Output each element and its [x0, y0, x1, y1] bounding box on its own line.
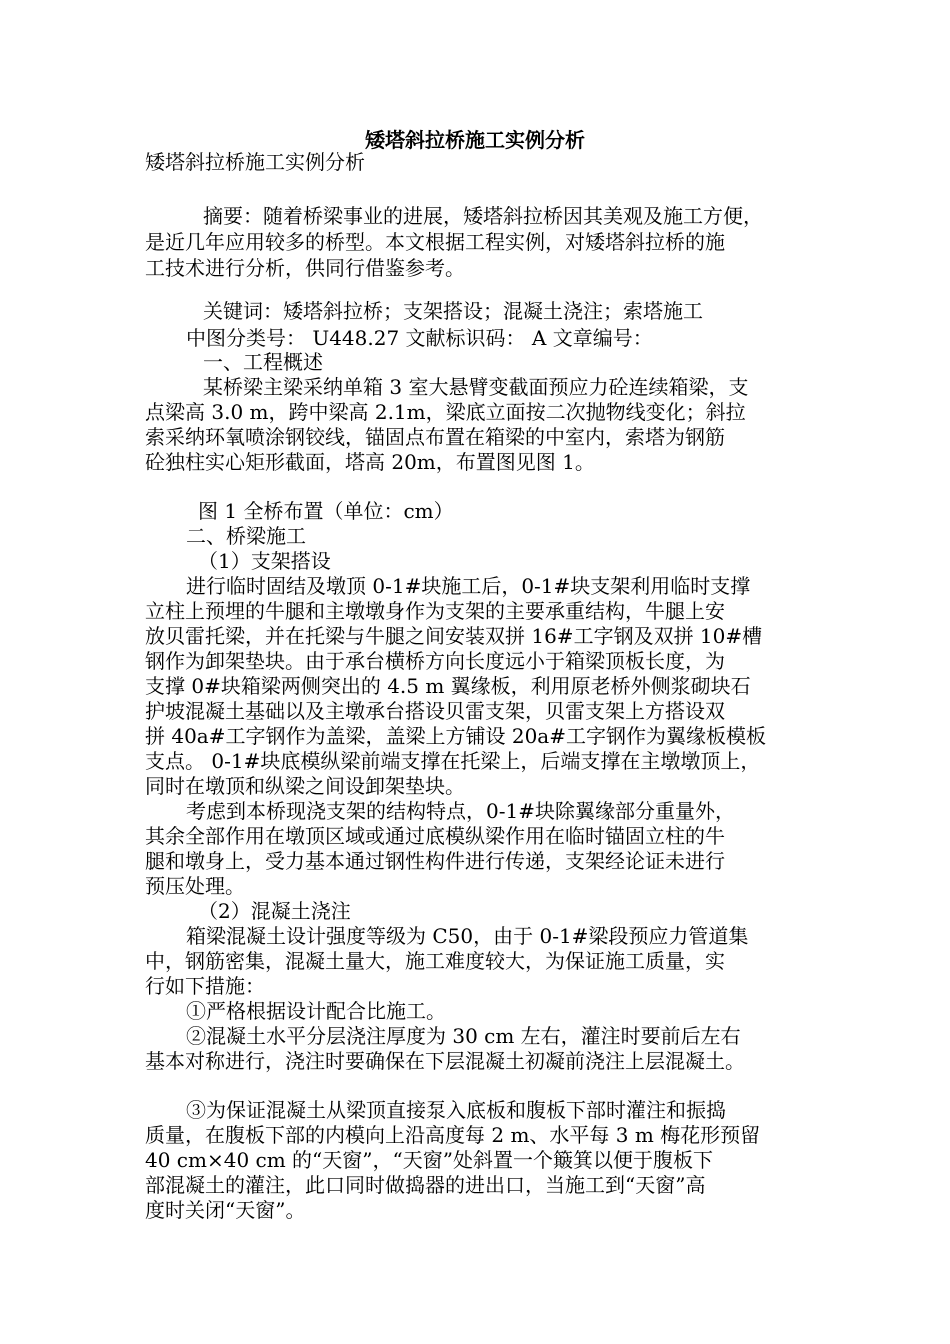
paragraph-line: 钢作为卸架垫块。由于承台横桥方向长度远小于箱梁顶板长度，为	[145, 649, 725, 673]
abstract-line: 摘要：随着桥梁事业的进展，矮塔斜拉桥因其美观及施工方便，	[203, 204, 763, 228]
paragraph-line: 护坡混凝土基础以及主墩承台搭设贝雷支架，贝雷支架上方搭设双	[145, 699, 725, 723]
keywords-line: 关键词：矮塔斜拉桥；支架搭设；混凝土浇注；索塔施工	[203, 299, 703, 323]
paragraph-line: 箱梁混凝土设计强度等级为 C50，由于 0-1#梁段预应力管道集	[186, 924, 749, 948]
paragraph-line: 考虑到本桥现浇支架的结构特点，0-1#块除翼缘部分重量外，	[186, 799, 735, 823]
paragraph-line: 部混凝土的灌注，此口同时做捣器的进出口，当施工到“天窗”高	[145, 1173, 706, 1197]
paragraph-line: ③为保证混凝土从梁顶直接泵入底板和腹板下部时灌注和振捣	[186, 1098, 726, 1122]
paragraph-line: ②混凝土水平分层浇注厚度为 30 cm 左右，灌注时要前后左右	[186, 1024, 741, 1048]
document-subtitle: 矮塔斜拉桥施工实例分析	[145, 150, 365, 174]
classification-line: 中图分类号： U448.27 文献标识码： A 文章编号：	[186, 326, 653, 350]
paragraph-line: 预压处理。	[145, 874, 245, 898]
paragraph-line: 拼 40a#工字钢作为盖梁，盖梁上方铺设 20a#工字钢作为翼缘板模板	[145, 724, 766, 748]
paragraph-line: 支点。 0-1#块底模纵梁前端支撑在托梁上，后端支撑在主墩墩顶上，	[145, 749, 761, 773]
paragraph-line: 索采纳环氧喷涂钢铰线，锚固点布置在箱梁的中室内，索塔为钢筋	[145, 425, 725, 449]
paragraph-line: 砼独柱实心矩形截面，塔高 20m，布置图见图 1。	[145, 450, 595, 474]
subsection-heading: （1）支架搭设	[198, 549, 331, 573]
paragraph-line: 40 cm×40 cm 的“天窗”，“天窗”处斜置一个簸箕以便于腹板下	[145, 1148, 713, 1172]
figure-caption: 图 1 全桥布置（单位：cm）	[198, 499, 454, 523]
paragraph-line: 度时关闭“天窗”。	[145, 1198, 306, 1222]
paragraph-line: 某桥梁主梁采纳单箱 3 室大悬臂变截面预应力砼连续箱梁，支	[203, 375, 749, 399]
paragraph-line: 同时在墩顶和纵梁之间设卸架垫块。	[145, 774, 465, 798]
paragraph-line: 行如下措施：	[145, 974, 265, 998]
paragraph-line: 中，钢筋密集，混凝土量大，施工难度较大，为保证施工质量，实	[145, 949, 725, 973]
abstract-line: 工技术进行分析，供同行借鉴参考。	[145, 256, 465, 280]
measure-item: ①严格根据设计配合比施工。	[186, 999, 446, 1023]
paragraph-line: 立柱上预埋的牛腿和主墩墩身作为支架的主要承重结构，牛腿上安	[145, 599, 725, 623]
paragraph-line: 基本对称进行，浇注时要确保在下层混凝土初凝前浇注上层混凝土。	[145, 1049, 745, 1073]
paragraph-line: 放贝雷托梁，并在托梁与牛腿之间安装双拼 16#工字钢及双拼 10#槽	[145, 624, 763, 648]
paragraph-line: 进行临时固结及墩顶 0-1#块施工后，0-1#块支架利用临时支撑	[186, 574, 751, 598]
abstract-line: 是近几年应用较多的桥型。本文根据工程实例，对矮塔斜拉桥的施	[145, 230, 725, 254]
document-title: 矮塔斜拉桥施工实例分析	[365, 128, 585, 152]
section-heading: 一、工程概述	[203, 350, 323, 374]
paragraph-line: 其余全部作用在墩顶区域或通过底模纵梁作用在临时锚固立柱的牛	[145, 824, 725, 848]
paragraph-line: 腿和墩身上，受力基本通过钢性构件进行传递，支架经论证未进行	[145, 849, 725, 873]
section-heading: 二、桥梁施工	[186, 524, 306, 548]
paragraph-line: 质量，在腹板下部的内模向上沿高度每 2 m、水平每 3 m 梅花形预留	[145, 1123, 761, 1147]
paragraph-line: 支撑 0#块箱梁两侧突出的 4.5 m 翼缘板，利用原老桥外侧浆砌块石	[145, 674, 751, 698]
paragraph-line: 点梁高 3.0 m，跨中梁高 2.1m，梁底立面按二次抛物线变化；斜拉	[145, 400, 746, 424]
subsection-heading: （2）混凝土浇注	[198, 899, 351, 923]
